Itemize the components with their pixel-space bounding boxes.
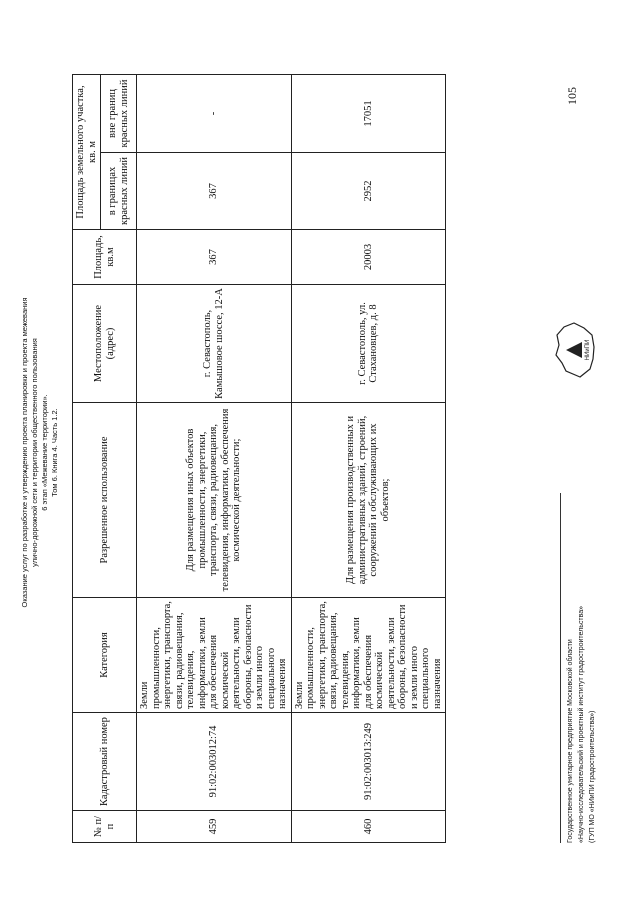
- page-number: 105: [565, 87, 579, 105]
- col-header-plot-area: Площадь земельного участка, кв. м: [73, 74, 101, 229]
- col-header-within-red-lines: в границах красных линий: [101, 153, 137, 230]
- footer-line-2: «Научно-исследовательский и проектный институт градостроительства»: [578, 605, 585, 843]
- footer-rule: [560, 493, 561, 843]
- cell-location: г. Севастополь, ул. Стахановцев, д. 8: [291, 285, 446, 403]
- col-header-use: Разрешенное использование: [73, 403, 137, 598]
- document-footer: [560, 393, 598, 843]
- col-header-area: Площадь, кв.м: [73, 230, 137, 285]
- cell-outside: -: [137, 74, 292, 152]
- document-header: [20, 0, 60, 905]
- table-row: [137, 74, 292, 842]
- cell-cadastral: 91:02:003013:249: [291, 713, 446, 811]
- cell-use: Для размещения иных объектов промышленности, энергетики, транспорта, связи, радиовещания, телевидения, информатики, обеспечения космической деятельности;: [137, 403, 292, 598]
- footer-line-1: Государственное унитарное предприятие Московской области: [567, 639, 574, 843]
- cell-outside: 17051: [291, 74, 446, 152]
- col-header-num: № п/п: [73, 811, 137, 843]
- cell-within: 2952: [291, 153, 446, 230]
- cell-cadastral: 91:02:003012:74: [137, 713, 292, 811]
- land-plot-table: [72, 74, 446, 843]
- header-line-3: 6 этап «Межевание территории».: [40, 394, 49, 511]
- cell-area: 20003: [291, 230, 446, 285]
- cell-location: г. Севастополь, Камышовое шоссе, 12-А: [137, 285, 292, 403]
- footer-line-3: (ГУП МО «НИиПИ градостроительства»): [589, 710, 596, 843]
- logo-text: НИиПИ: [585, 339, 591, 361]
- header-line-4: Том 6. Книга 4. Часть 1.2.: [50, 408, 59, 497]
- cell-use: Для размещения производственных и административных зданий, строений, сооружений и обслуживающих их объектов;: [291, 403, 446, 598]
- header-line-2: улично-дорожной сети и территории общественного пользования: [30, 338, 39, 567]
- col-header-outside-red-lines: вне границ красных линий: [101, 74, 137, 152]
- cell-num: 460: [291, 811, 446, 843]
- col-header-cadastral: Кадастровый номер: [73, 713, 137, 811]
- institute-logo-icon: [550, 315, 600, 385]
- cell-category: Земли промышленности, энергетики, транспорта, связи, радиовещания, телевидения, информатики, земли для обеспечения космической деятельности, земли обороны, безопасности и земли иного специального назначения: [137, 598, 292, 713]
- header-line-1: Оказание услуг по разработке и утверждению проекта планировки и проекта межевания: [20, 297, 29, 608]
- col-header-category: Категория: [73, 598, 137, 713]
- col-header-location: Местоположение (адрес): [73, 285, 137, 403]
- table-row: [291, 74, 446, 842]
- cell-num: 459: [137, 811, 292, 843]
- cell-area: 367: [137, 230, 292, 285]
- cell-category: Земли промышленности, энергетики, транспорта, связи, радиовещания, телевидения, информатики, земли для обеспечения космической деятельности, земли обороны, безопасности и земли иного специального назначения: [291, 598, 446, 713]
- cell-within: 367: [137, 153, 292, 230]
